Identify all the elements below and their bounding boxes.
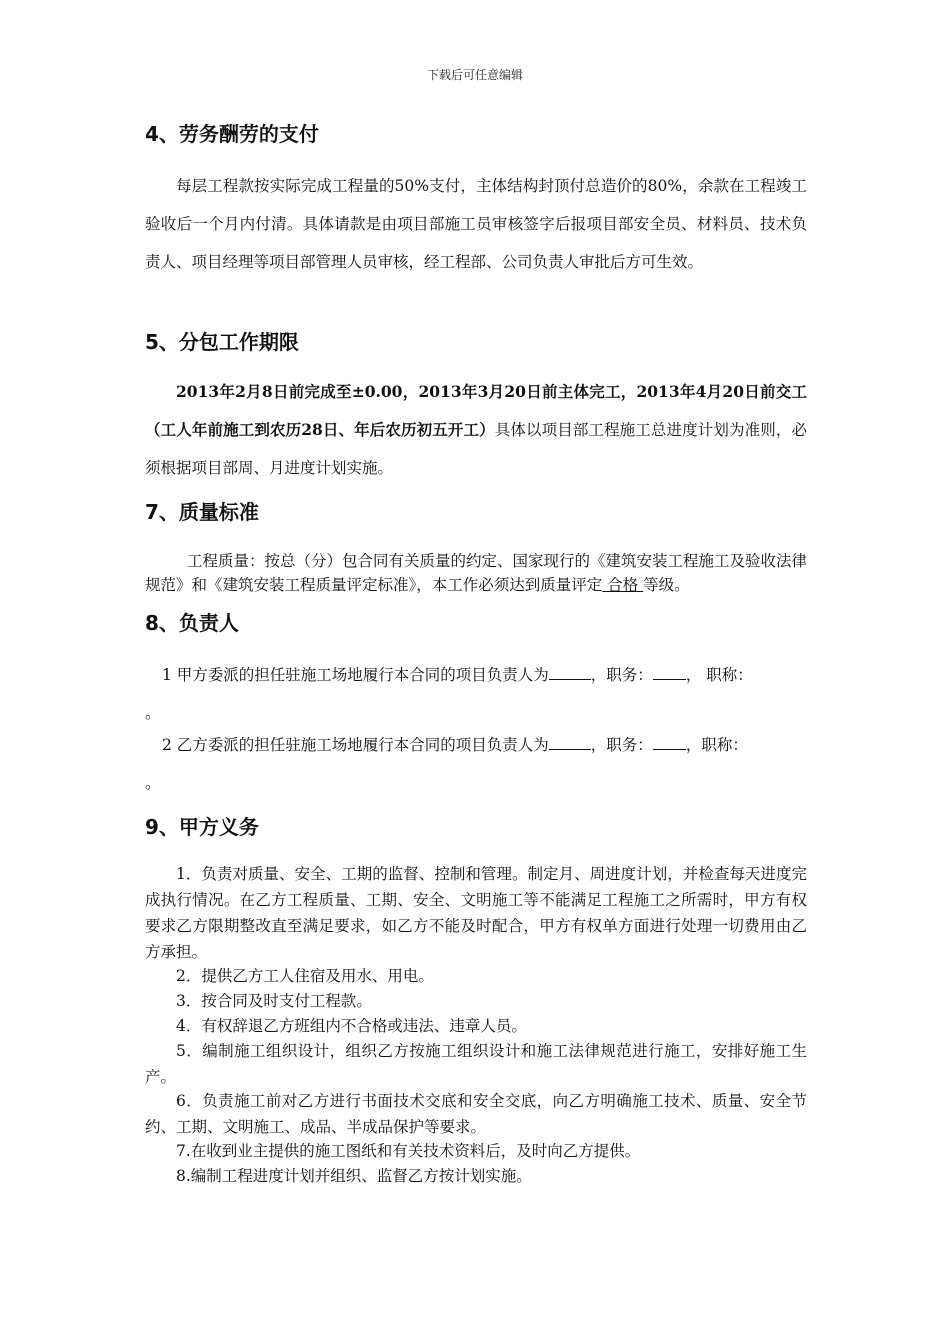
party-b-position-label: ，职务： bbox=[590, 736, 653, 754]
party-b-line-end: 。 bbox=[145, 774, 161, 792]
party-b-name-blank bbox=[549, 734, 591, 750]
party-a-title-label: ， 职称： bbox=[685, 666, 753, 684]
section-7-title: 7、质量标准 bbox=[145, 500, 259, 524]
duty-item: 5．编制施工组织设计，组织乙方按施工组织设计和施工法律规范进行施工，安排好施工生产。 bbox=[145, 1042, 807, 1086]
section-7-text-before: 工程质量：按总（分）包合同有关质量的约定、国家现行的《建筑安装工程施工及验收法律规范》和《建筑安装工程质量评定标准》，本工作必须达到质量评定 bbox=[145, 552, 808, 594]
party-a-rep-label: 1 甲方委派的担任驻施工场地履行本合同的项目负责人为 bbox=[162, 666, 549, 684]
party-b-title-label: ，职称： bbox=[685, 736, 748, 754]
section-5-schedule-normal: 具体以项目部工程施工总进度计划为准则，必须根据项目部周、月进度计划实施。 bbox=[145, 421, 807, 477]
section-7-body bbox=[145, 549, 807, 597]
duty-item: 4．有权辞退乙方班组内不合格或违法、违章人员。 bbox=[176, 1017, 527, 1035]
section-7-text-after: 等级。 bbox=[643, 576, 690, 594]
duty-item: 6．负责施工前对乙方进行书面技术交底和安全交底，向乙方明确施工技术、质量、安全节约、工期、文明施工、成品、半成品保护等要求。 bbox=[145, 1092, 807, 1136]
duty-item: 8.编制工程进度计划并组织、监督乙方按计划实施。 bbox=[176, 1167, 532, 1185]
party-b-rep-label: 2 乙方委派的担任驻施工场地履行本合同的项目负责人为 bbox=[162, 736, 549, 754]
section-8-title: 8、负责人 bbox=[145, 611, 239, 635]
section-5-body bbox=[145, 373, 807, 487]
duty-item: 2．提供乙方工人住宿及用水、用电。 bbox=[176, 967, 434, 985]
party-a-line-end: 。 bbox=[145, 704, 161, 722]
section-4-body: 每层工程款按实际完成工程量的50%支付，主体结构封顶付总造价的80%，余款在工程竣工验收后一个月内付清。具体请款是由项目部施工员审核签字后报项目部安全员、材料员、技术负责人、项目经理等项目部管理人员审核，经工程部、公司负责人审批后方可生效。 bbox=[145, 177, 807, 271]
quality-grade: 合格 bbox=[602, 576, 644, 594]
section-9-title: 9、甲方义务 bbox=[145, 815, 259, 839]
duty-item: 1．负责对质量、安全、工期的监督、控制和管理。制定月、周进度计划，并检查每天进度完成执行情况。在乙方工程质量、工期、安全、文明施工等不能满足工程施工之所需时，甲方有权要求乙方限期整改直至满足要求，如乙方不能及时配合，甲方有权单方面进行处理一切费用由乙方承担。 bbox=[145, 865, 807, 961]
duty-item: 7.在收到业主提供的施工图纸和有关技术资料后，及时向乙方提供。 bbox=[176, 1142, 641, 1160]
party-b-representative-line bbox=[145, 733, 807, 755]
section-5-schedule-bold: 2013年2月8日前完成至±0.00，2013年3月20日前主体完工，2013年4月20日前交工（工人年前施工到农历28日、年后农历初五开工） bbox=[145, 382, 807, 439]
party-a-name-blank bbox=[549, 664, 591, 680]
section-5-title: 5、分包工作期限 bbox=[145, 330, 299, 354]
party-a-position-blank bbox=[653, 664, 686, 680]
party-a-representative-line bbox=[145, 663, 807, 685]
section-4-title: 4、劳务酬劳的支付 bbox=[145, 122, 319, 146]
party-a-position-label: ，职务： bbox=[590, 666, 653, 684]
page-header: 下载后可任意编辑 bbox=[426, 68, 523, 82]
duty-item: 3．按合同及时支付工程款。 bbox=[176, 992, 372, 1010]
party-b-position-blank bbox=[653, 734, 686, 750]
